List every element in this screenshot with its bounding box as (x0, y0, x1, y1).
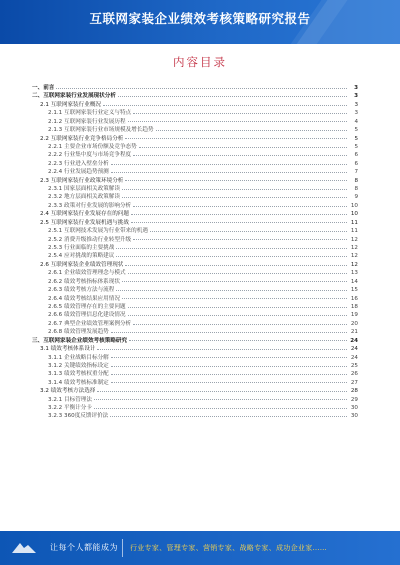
toc-entry-page: 30 (350, 413, 358, 420)
toc-leader-dots (156, 130, 347, 131)
toc-entry-label: 2.2.1 主要企业市场份额及竞争态势 (48, 143, 137, 150)
toc-entry-label: 2.5.3 行业面临的主要挑战 (48, 245, 115, 252)
toc-entry[interactable] (32, 278, 358, 286)
toc-entry[interactable] (32, 185, 358, 193)
toc-entry[interactable] (32, 269, 358, 277)
toc-leader-dots (94, 399, 347, 400)
toc-entry-page: 26 (350, 371, 358, 378)
toc-entry-label: 3.1.3 绩效考核权重分配 (48, 371, 109, 378)
toc-entry-label: 2.6.5 绩效管理存在的主要问题 (48, 303, 126, 310)
top-banner (0, 0, 400, 44)
toc-entry-page: 5 (354, 143, 358, 150)
toc-entry-page: 16 (350, 295, 358, 302)
toc-entry-label: 3.1 绩效考核体系设计 (40, 346, 96, 353)
toc-entry-page: 30 (350, 405, 358, 412)
toc-leader-dots (122, 197, 347, 198)
toc-entry[interactable] (32, 92, 358, 100)
toc-leader-dots (133, 155, 347, 156)
toc-entry[interactable] (32, 261, 358, 269)
toc-entry[interactable] (32, 126, 358, 134)
toc-leader-dots (133, 324, 347, 325)
toc-entry-page: 29 (350, 396, 358, 403)
toc-entry-label: 3.2 绩效考核方法选择 (40, 388, 96, 395)
toc-entry[interactable] (32, 151, 358, 159)
toc-entry-label: 2.6.6 绩效管理信息化建设情况 (48, 312, 126, 319)
toc-entry-page: 3 (354, 101, 358, 108)
toc-entry[interactable] (32, 311, 358, 319)
toc-leader-dots (111, 172, 347, 173)
toc-leader-dots (150, 231, 347, 232)
toc-entry-label: 3.1.4 绩效考核标准制定 (48, 379, 109, 386)
toc-entry-label: 2.3 互联网家装行业政策环境分析 (40, 177, 124, 184)
toc-entry[interactable] (32, 362, 358, 370)
toc-entry-page: 4 (354, 118, 358, 125)
toc-entry[interactable] (32, 379, 358, 387)
toc-entry-page: 9 (354, 194, 358, 201)
toc-entry-label: 2.2.3 行业进入壁垒分析 (48, 160, 109, 167)
toc-leader-dots (56, 88, 347, 89)
toc-entry-page: 28 (350, 388, 358, 395)
toc-entry-label: 2.1.3 互联网家装行业市场规模及增长趋势 (48, 127, 154, 134)
toc-leader-dots (122, 281, 347, 282)
toc-entry[interactable] (32, 328, 358, 336)
toc-entry-label: 3.1.2 关键绩效指标设定 (48, 362, 109, 369)
toc-entry-label: 2.1.1 互联网家装行业定义与特点 (48, 110, 132, 117)
toc-entry[interactable] (32, 337, 358, 345)
toc-entry[interactable] (32, 84, 358, 92)
toc-entry-label: 3.2.2 平衡计分卡 (48, 405, 92, 412)
toc-entry-label: 2.2.2 行业集中度与市场竞争程度 (48, 152, 132, 159)
toc-entry-page: 19 (350, 312, 358, 319)
toc-entry[interactable] (32, 143, 358, 151)
footer-banner (0, 531, 400, 565)
toc-leader-dots (125, 265, 347, 266)
footer-slogan: 让每个人都能成为 (50, 543, 118, 552)
toc-entry[interactable] (32, 404, 358, 412)
toc-entry[interactable] (32, 227, 358, 235)
toc-entry-label: 2.1.2 互联网家装行业发展历程 (48, 118, 126, 125)
toc-entry-page: 7 (354, 169, 358, 176)
toc-leader-dots (122, 298, 347, 299)
toc-entry[interactable] (32, 320, 358, 328)
toc-entry-label: 2.6.3 绩效考核方法与流程 (48, 287, 115, 294)
toc-entry[interactable] (32, 236, 358, 244)
toc-leader-dots (133, 239, 347, 240)
toc-entry-page: 11 (350, 219, 358, 226)
toc-heading: 内容目录 (173, 55, 227, 69)
toc-entry-label: 一、前言 (32, 85, 55, 91)
toc-entry-page: 13 (350, 270, 358, 277)
toc-leader-dots (103, 105, 347, 106)
toc-entry-page: 10 (350, 202, 358, 209)
toc-leader-dots (133, 113, 347, 114)
toc-entry-page: 24 (350, 337, 358, 344)
toc-leader-dots (139, 147, 347, 148)
toc-entry-label: 2.5 互联网家装行业发展机遇与挑战 (40, 219, 129, 226)
toc-leader-dots (125, 138, 347, 139)
toc-leader-dots (122, 189, 347, 190)
table-of-contents (32, 84, 358, 421)
toc-leader-dots (111, 382, 347, 383)
toc-entry-page: 8 (354, 177, 358, 184)
toc-leader-dots (116, 248, 347, 249)
toc-entry[interactable] (32, 345, 358, 353)
toc-entry[interactable] (32, 101, 358, 109)
toc-entry-label: 2.4 互联网家装行业发展存在的问题 (40, 211, 129, 218)
toc-entry-page: 3 (354, 93, 358, 100)
toc-leader-dots (94, 408, 347, 409)
toc-entry-page: 6 (354, 152, 358, 159)
toc-entry[interactable] (32, 286, 358, 294)
toc-entry-page: 5 (354, 127, 358, 134)
toc-entry[interactable] (32, 219, 358, 227)
toc-leader-dots (111, 357, 347, 358)
toc-entry[interactable] (32, 168, 358, 176)
toc-entry-label: 2.6.2 绩效考核指标体系现状 (48, 278, 120, 285)
toc-leader-dots (128, 273, 347, 274)
toc-entry-label: 3.1.1 企业战略目标分解 (48, 354, 109, 361)
toc-entry-page: 21 (350, 329, 358, 336)
toc-entry[interactable] (32, 135, 358, 143)
toc-entry[interactable] (32, 177, 358, 185)
toc-leader-dots (131, 222, 347, 223)
toc-entry-page: 12 (350, 261, 358, 268)
toc-entry-label: 2.5.4 应对挑战的策略建议 (48, 253, 115, 260)
toc-entry[interactable] (32, 354, 358, 362)
toc-entry-label: 2.3.2 地方层面相关政策解读 (48, 194, 120, 201)
toc-entry-label: 2.6 互联网家装企业绩效管理现状 (40, 261, 124, 268)
toc-entry-label: 2.1 互联网家装行业概况 (40, 101, 102, 108)
toc-entry-label: 2.2.4 行业发展趋势预测 (48, 169, 109, 176)
footer-divider (122, 539, 123, 557)
toc-entry-page: 14 (350, 278, 358, 285)
toc-entry-page: 8 (354, 186, 358, 193)
toc-entry[interactable] (32, 295, 358, 303)
toc-entry[interactable] (32, 370, 358, 378)
toc-entry-label: 2.5.2 消费升级推动行业转型升级 (48, 236, 132, 243)
toc-entry-page: 27 (350, 379, 358, 386)
footer-roles: 行业专家、管理专家、营销专家、战略专家、成功企业家…… (130, 544, 328, 552)
toc-entry-label: 2.6.7 典型企业绩效管理案例分析 (48, 320, 132, 327)
toc-entry[interactable] (32, 109, 358, 117)
toc-leader-dots (128, 315, 347, 316)
toc-leader-dots (133, 206, 347, 207)
toc-entry-page: 10 (350, 211, 358, 218)
toc-entry[interactable] (32, 193, 358, 201)
toc-entry[interactable] (32, 202, 358, 210)
toc-entry-page: 5 (354, 135, 358, 142)
toc-entry-label: 3.2.1 目标管理法 (48, 396, 92, 403)
toc-entry[interactable] (32, 160, 358, 168)
toc-entry-page: 12 (350, 253, 358, 260)
toc-entry-label: 2.3.3 政策对行业发展的影响分析 (48, 202, 132, 209)
toc-leader-dots (129, 340, 347, 341)
toc-leader-dots (111, 374, 347, 375)
toc-entry[interactable] (32, 118, 358, 126)
toc-entry-page: 25 (350, 362, 358, 369)
toc-entry-label: 2.6.8 绩效管理发展趋势 (48, 329, 109, 336)
toc-leader-dots (97, 349, 347, 350)
toc-entry-page: 18 (350, 303, 358, 310)
toc-entry-label: 三、互联网家装企业绩效考核策略研究 (32, 337, 128, 344)
logo-icon (10, 539, 38, 557)
toc-leader-dots (111, 366, 347, 367)
toc-entry-label: 3.2.3 360度反馈评价法 (48, 413, 109, 420)
toc-leader-dots (116, 256, 347, 257)
toc-entry-page: 24 (350, 354, 358, 361)
toc-leader-dots (118, 96, 347, 97)
toc-leader-dots (116, 290, 347, 291)
toc-entry-page: 20 (350, 320, 358, 327)
toc-entry-label: 2.6.4 绩效考核结果应用情况 (48, 295, 120, 302)
toc-leader-dots (97, 391, 347, 392)
toc-entry-page: 12 (350, 236, 358, 243)
toc-leader-dots (131, 214, 347, 215)
toc-entry[interactable] (32, 210, 358, 218)
toc-entry-page: 24 (350, 346, 358, 353)
toc-entry-page: 3 (354, 85, 358, 91)
toc-entry-label: 2.6.1 企业绩效管理理念与模式 (48, 270, 126, 277)
toc-entry[interactable] (32, 412, 358, 420)
toc-entry[interactable] (32, 387, 358, 395)
toc-entry-label: 二、互联网家装行业发展现状分析 (32, 93, 116, 100)
toc-entry-page: 6 (354, 160, 358, 167)
toc-leader-dots (128, 121, 347, 122)
toc-entry[interactable] (32, 303, 358, 311)
toc-entry[interactable] (32, 252, 358, 260)
toc-entry-page: 15 (350, 287, 358, 294)
toc-entry-page: 12 (350, 245, 358, 252)
toc-entry[interactable] (32, 244, 358, 252)
toc-leader-dots (110, 416, 347, 417)
toc-leader-dots (128, 307, 347, 308)
toc-entry-label: 2.2 互联网家装行业竞争格局分析 (40, 135, 124, 142)
toc-entry-page: 3 (354, 110, 358, 117)
toc-entry-label: 2.3.1 国家层面相关政策解读 (48, 186, 120, 193)
toc-leader-dots (111, 164, 347, 165)
toc-entry-label: 2.5.1 互联网技术发展为行业带来的机遇 (48, 228, 148, 235)
toc-entry-page: 11 (350, 228, 358, 235)
toc-entry[interactable] (32, 396, 358, 404)
document-title: 互联网家装企业绩效考核策略研究报告 (89, 11, 311, 26)
toc-leader-dots (125, 180, 347, 181)
toc-leader-dots (111, 332, 347, 333)
